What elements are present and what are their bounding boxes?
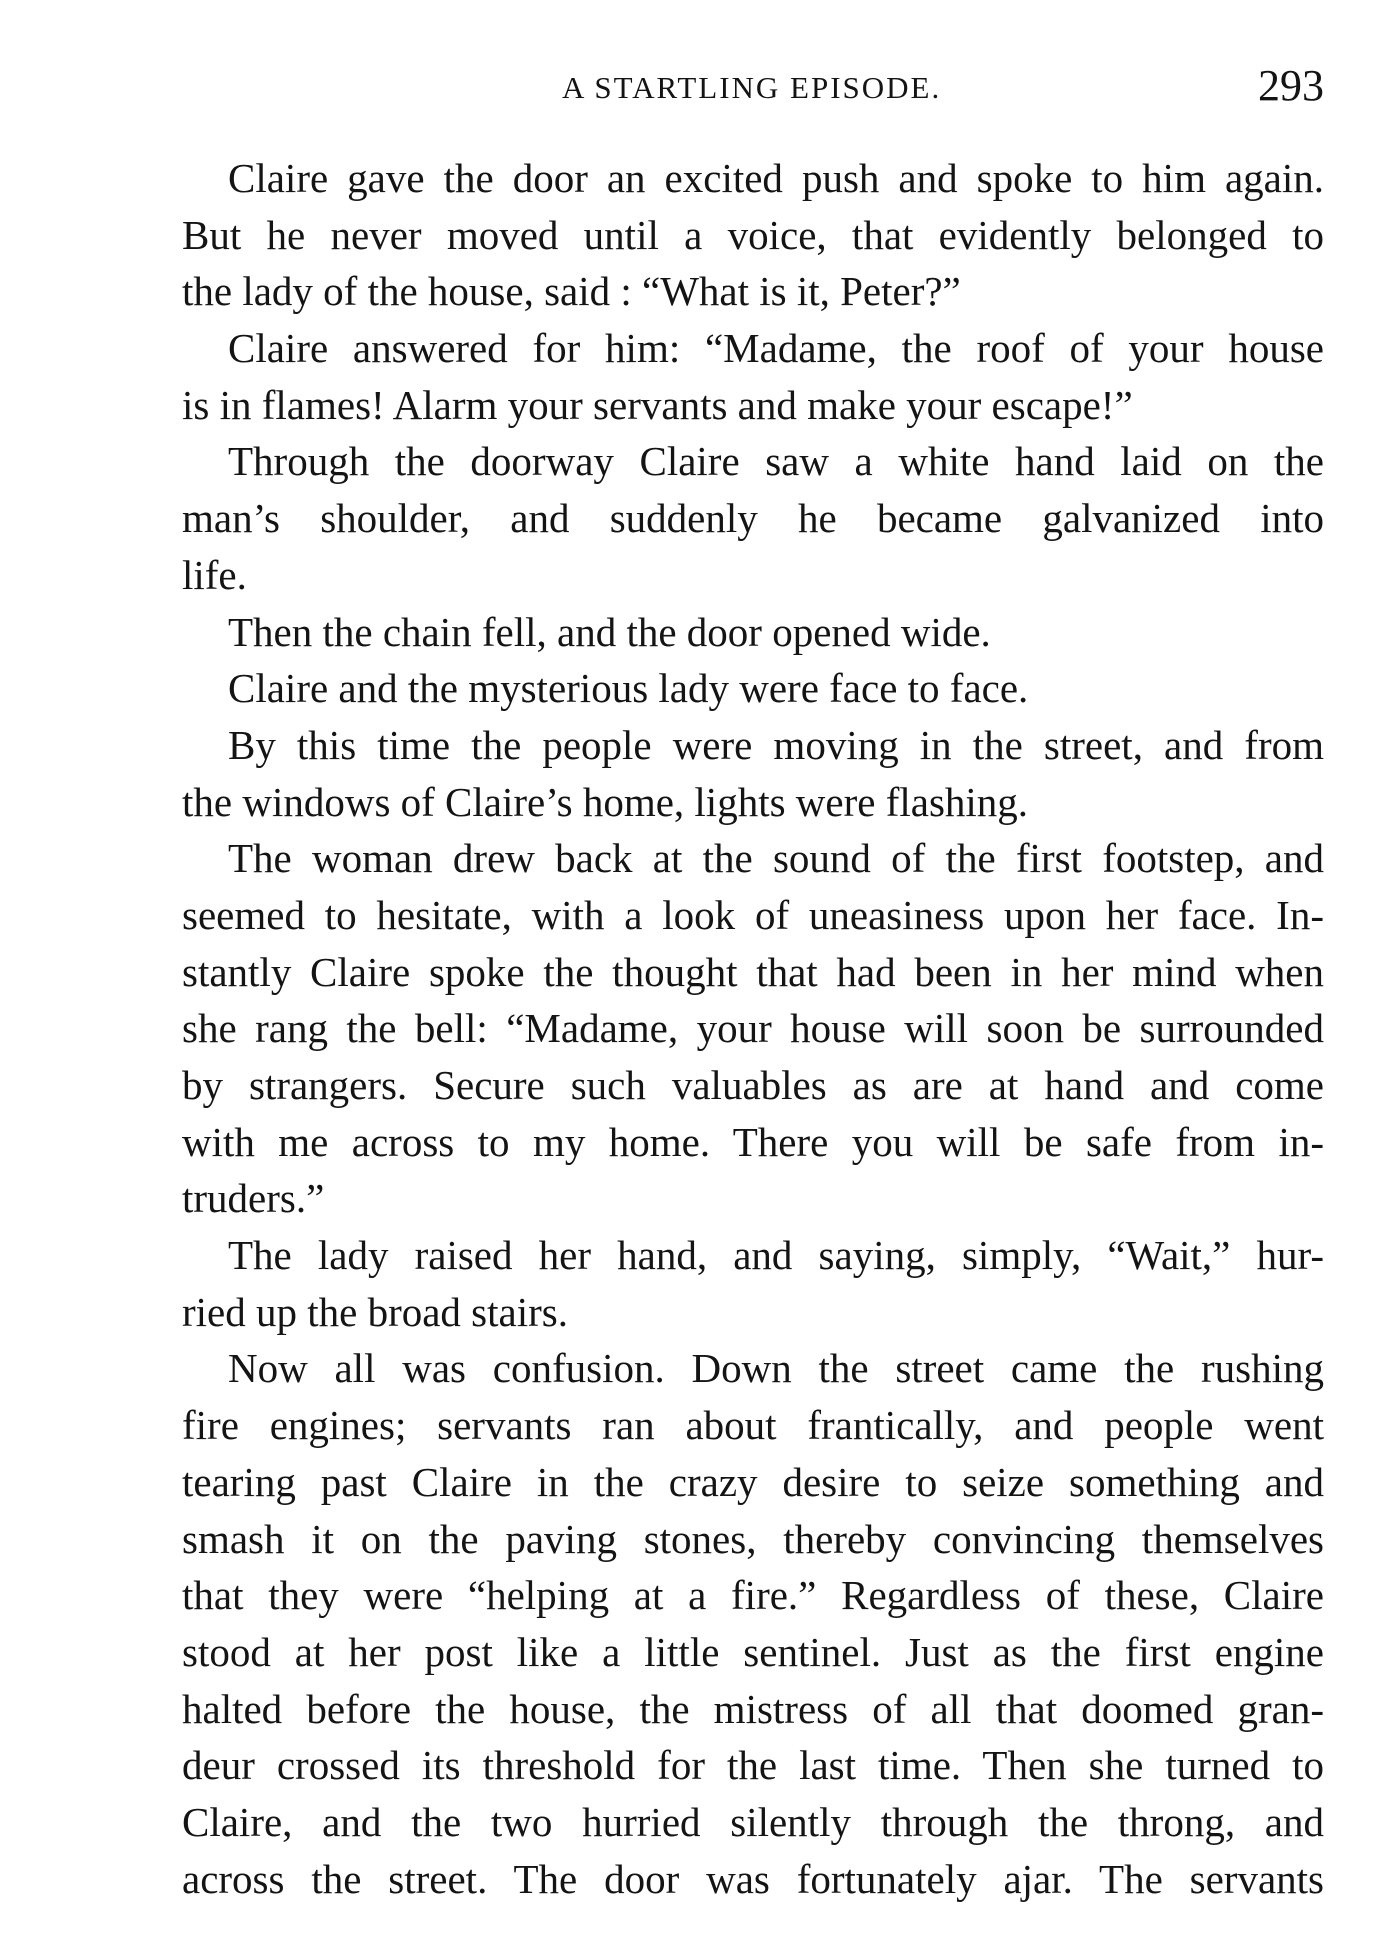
- text-line: truders.”: [182, 1175, 325, 1222]
- text-line: fire engines; servants ran about frantically, and people went: [182, 1402, 1324, 1449]
- page-number: 293: [1258, 61, 1324, 110]
- text-line: Then the chain fell, and the door opened wide.: [228, 608, 991, 655]
- text-line: that they were “helping at a fire.” Regardless of these, Claire: [182, 1572, 1324, 1619]
- running-head: [182, 60, 1324, 120]
- text-line: she rang the bell: “Madame, your house will soon be surrounded: [182, 1005, 1324, 1052]
- text-line: with me across to my home. There you will be safe from in-: [182, 1118, 1324, 1165]
- text-line: Claire answered for him: “Madame, the roof of your house: [228, 325, 1324, 372]
- text-line: The lady raised her hand, and saying, simply, “Wait,” hur-: [228, 1232, 1324, 1279]
- text-line: But he never moved until a voice, that evidently belonged to: [182, 211, 1324, 258]
- text-line: stantly Claire spoke the thought that had been in her mind when: [182, 948, 1324, 995]
- text-line: tearing past Claire in the crazy desire to seize something and: [182, 1458, 1324, 1505]
- text-line: halted before the house, the mistress of all that doomed gran-: [182, 1685, 1324, 1732]
- body-text: [182, 150, 1324, 1907]
- text-line: ried up the broad stairs.: [182, 1288, 568, 1335]
- text-line: across the street. The door was fortunately ajar. The servants: [182, 1855, 1324, 1902]
- text-line: Now all was confusion. Down the street came the rushing: [228, 1345, 1324, 1392]
- text-line: deur crossed its threshold for the last time. Then she turned to: [182, 1742, 1324, 1789]
- text-line: is in flames! Alarm your servants and make your escape!”: [182, 381, 1133, 428]
- text-line: life.: [182, 551, 247, 598]
- text-line: man’s shoulder, and suddenly he became galvanized into: [182, 495, 1324, 542]
- text-line: the lady of the house, said : “What is it, Peter?”: [182, 268, 961, 315]
- text-line: Claire and the mysterious lady were face to face.: [228, 665, 1029, 712]
- text-line: Through the doorway Claire saw a white hand laid on the: [228, 438, 1324, 485]
- text-line: Claire gave the door an excited push and spoke to him again.: [228, 155, 1324, 201]
- text-line: the windows of Claire’s home, lights were flashing.: [182, 778, 1029, 825]
- text-line: seemed to hesitate, with a look of uneasiness upon her face. In-: [182, 891, 1324, 938]
- text-line: by strangers. Secure such valuables as are at hand and come: [182, 1062, 1324, 1108]
- text-line: stood at her post like a little sentinel. Just as the first engine: [182, 1628, 1324, 1675]
- chapter-title: A STARTLING EPISODE.: [562, 70, 942, 105]
- text-line: By this time the people were moving in the street, and from: [228, 721, 1324, 768]
- text-line: The woman drew back at the sound of the first footstep, and: [228, 835, 1324, 882]
- text-line: smash it on the paving stones, thereby convincing themselves: [182, 1515, 1324, 1562]
- text-line: Claire, and the two hurried silently through the throng, and: [182, 1798, 1324, 1845]
